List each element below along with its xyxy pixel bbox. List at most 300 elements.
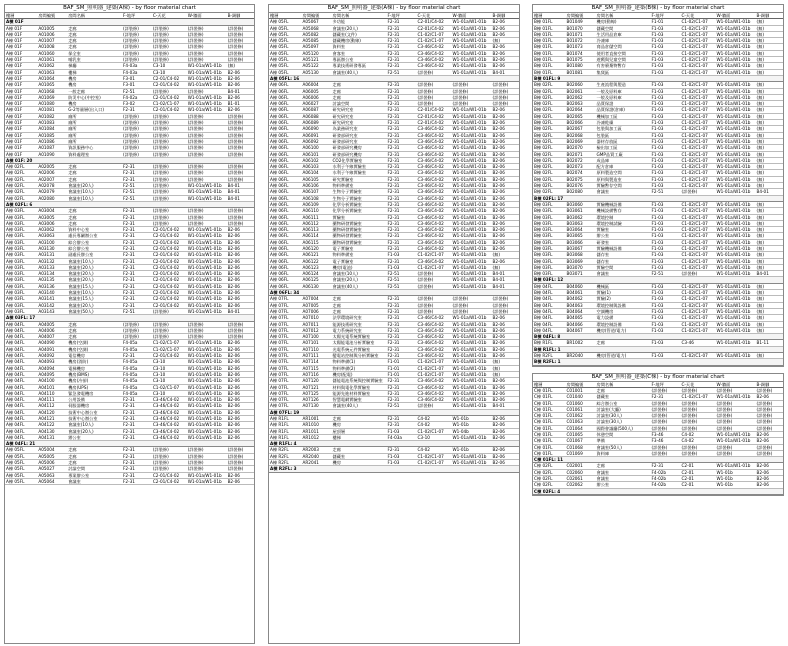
table-cell: C1-02/C1-07 <box>681 38 716 44</box>
table-cell: W1-01a/W1-01b <box>187 302 227 308</box>
table-cell: W1-01a/W1-01b <box>452 120 492 126</box>
table-cell: (無) <box>756 31 784 37</box>
table-cell: A棟 07FL <box>269 296 302 302</box>
table-cell: W1-01a/W1-01b <box>716 239 756 245</box>
table-cell: B棟 03FL <box>533 252 566 258</box>
table-cell: C3-10 <box>152 365 187 371</box>
table-cell: C4-02 <box>417 447 452 453</box>
table-cell: F2-31 <box>387 227 417 233</box>
table-cell: W1-01a/W1-01b <box>187 346 227 352</box>
table-cell: (詳裝修) <box>651 406 681 412</box>
table-cell: 樓梯 <box>332 434 387 440</box>
table-cell: B2-06 <box>756 432 784 438</box>
table-cell: F2-31 <box>387 25 417 31</box>
table-cell: 走廊 <box>67 220 122 226</box>
table-cell: C3-46/C4-02 <box>417 346 452 352</box>
table-row <box>269 113 519 119</box>
table-cell: 會議室(10人) <box>67 422 122 428</box>
table-cell: C1-02/C1-07 <box>681 101 716 107</box>
table-cell: (詳裝修) <box>492 82 520 88</box>
table-cell: W1-01a/W1-01b <box>187 384 227 390</box>
table-cell: F3-01 <box>122 82 152 88</box>
table-cell: W1-01a/W1-01b <box>187 239 227 245</box>
table-row <box>5 75 254 81</box>
table-cell: (詳裝修) <box>716 425 756 431</box>
table-cell: F4-05a <box>122 384 152 390</box>
table-cell: 實驗空間 <box>596 264 651 270</box>
table-cell: W1-01a/W1-01b <box>716 170 756 176</box>
column-header: F-地坪 <box>651 13 681 19</box>
group-summary-row <box>533 488 783 494</box>
table-cell: C1-02/C1-07 <box>681 252 716 258</box>
table-cell: F2-31 <box>122 214 152 220</box>
table-cell: (詳裝修) <box>152 214 187 220</box>
table-cell: C2-01/C4-02 <box>152 227 187 233</box>
table-cell: (詳裝修) <box>152 460 187 466</box>
material-table <box>533 382 783 495</box>
table-cell: W1-01a/W1-01b <box>716 315 756 321</box>
table-row <box>533 170 783 176</box>
table-cell: W1-01a/W1-01b <box>452 170 492 176</box>
table-cell: C1-02/C1-07 <box>681 94 716 100</box>
table-cell: 走廊 <box>332 302 387 308</box>
table-cell: C1-02/C1-07 <box>681 220 716 226</box>
table-row <box>5 189 254 195</box>
table-cell: A棟 07FL <box>269 353 302 359</box>
table-cell: (詳裝修) <box>756 425 784 431</box>
table-cell: (詳裝修) <box>152 113 187 119</box>
table-row <box>533 19 783 25</box>
table-row <box>5 264 254 270</box>
table-cell: W1-01b <box>452 447 492 453</box>
table-cell: C3-46/C4-02 <box>417 157 452 163</box>
table-cell: A棟 07FL <box>269 397 302 403</box>
table-row <box>5 195 254 201</box>
table-cell: F2-31 <box>651 463 681 469</box>
table-cell: A06103 <box>302 164 332 170</box>
table-cell: C3-10 <box>152 359 187 365</box>
table-cell: A01068 <box>37 88 67 94</box>
table-row <box>269 176 519 182</box>
table-row <box>269 353 519 359</box>
table-cell: F1-03 <box>387 252 417 258</box>
table-cell: A07010 <box>302 315 332 321</box>
table-cell: C1-02/C1-07 <box>681 283 716 289</box>
table-cell: A06092 <box>302 138 332 144</box>
table-cell: 機房(管道/電力) <box>596 353 651 359</box>
table-cell: B02075 <box>566 176 596 182</box>
table-cell: F2-31 <box>387 201 417 207</box>
table-cell: A棟 01F <box>5 88 37 94</box>
table-cell: C3-46/C4-02 <box>417 195 452 201</box>
table-cell: (詳裝修) <box>152 31 187 37</box>
table-cell: A06089 <box>302 120 332 126</box>
table-cell: A棟 R1FL <box>269 434 302 440</box>
table-cell: F2-31 <box>387 258 417 264</box>
table-cell: B棟 02FL <box>533 126 566 132</box>
table-row <box>269 63 519 69</box>
table-cell: (詳裝修) <box>152 327 187 333</box>
table-cell: W1-01a/W1-01b <box>452 57 492 63</box>
table-cell: W1-01a/W1-01b <box>716 308 756 314</box>
table-row <box>269 378 519 384</box>
table-cell: 會議室(20人) <box>67 271 122 277</box>
table-cell: W1-01a/W1-01b <box>716 432 756 438</box>
table-cell: B03060 <box>566 201 596 207</box>
table-cell: F1-03 <box>651 31 681 37</box>
table-cell: (詳裝修) <box>417 271 452 277</box>
table-cell: F2-51 <box>122 189 152 195</box>
table-cell: C4-02 <box>417 416 452 422</box>
table-cell: W1-01a/W1-01b <box>187 416 227 422</box>
table-cell: F1-03 <box>387 460 417 466</box>
table-cell: F2-31 <box>122 258 152 264</box>
table-cell: A05082 <box>302 31 332 37</box>
table-cell: B棟 02FL <box>533 164 566 170</box>
table-cell: (詳裝修) <box>452 94 492 100</box>
table-cell: C2-01 <box>681 482 716 488</box>
table-cell: W1-01a/W1-01b <box>716 233 756 239</box>
table-row <box>533 189 783 195</box>
table-cell: F4-03a <box>122 69 152 75</box>
table-cell: 一般走廊 <box>67 88 122 94</box>
table-cell: A06108 <box>302 195 332 201</box>
table-cell: AR2040 <box>302 453 332 459</box>
table-cell: C2-01/C4-02 <box>152 296 187 302</box>
table-cell: F2-31 <box>122 403 152 409</box>
table-cell: (詳裝修) <box>227 321 254 327</box>
table-cell: 走廊 <box>67 447 122 453</box>
table-cell: B01049 <box>566 19 596 25</box>
table-cell: 走廊 <box>67 208 122 214</box>
table-row <box>533 31 783 37</box>
table-cell: B2-06 <box>492 334 520 340</box>
table-row <box>533 25 783 31</box>
table-cell: C3-46/C4-02 <box>417 397 452 403</box>
table-cell: W1-01a/W1-01b <box>187 353 227 359</box>
table-cell: F2-31 <box>387 447 417 453</box>
table-cell: A04121 <box>37 416 67 422</box>
table-cell: 會議室(20人) <box>67 302 122 308</box>
table-cell: W1-01b <box>716 476 756 482</box>
table-row <box>269 38 519 44</box>
table-cell: A棟 06FL <box>269 252 302 258</box>
table-cell: A04101 <box>37 384 67 390</box>
table-cell: C1-02/C1-07 <box>681 327 716 333</box>
table-cell: C1-02/C1-07 <box>681 258 716 264</box>
table-cell: B1-01 <box>227 101 254 107</box>
table-cell: B02066 <box>566 120 596 126</box>
table-cell: (詳裝修) <box>227 220 254 226</box>
table-cell: (無) <box>756 63 784 69</box>
table-cell: C02061 <box>566 476 596 482</box>
table-cell: B2-06 <box>492 57 520 63</box>
table-cell: 環境控制與設備 <box>596 302 651 308</box>
table-cell: (詳裝修) <box>152 195 187 201</box>
table-cell: F4-03a <box>122 63 152 69</box>
table-cell: A02006 <box>37 170 67 176</box>
table-row <box>533 201 783 207</box>
table-cell: A棟 01F <box>5 57 37 63</box>
table-cell: F2-31 <box>122 478 152 484</box>
table-cell: (詳裝修) <box>152 176 187 182</box>
table-cell: (詳裝修) <box>122 120 152 126</box>
table-cell: A01069 <box>37 94 67 100</box>
table-cell: A棟 06FL <box>269 264 302 270</box>
group-label: A棟 04FL: 21 <box>5 441 254 447</box>
table-cell: W1-01a/W1-01b <box>452 227 492 233</box>
table-cell: F1-03 <box>651 101 681 107</box>
table-cell: B2-06 <box>492 245 520 251</box>
table-cell: (無) <box>756 214 784 220</box>
table-cell: A棟 06FL <box>269 195 302 201</box>
table-cell: (詳裝修) <box>227 50 254 56</box>
table-cell: 變電站控制與分析實驗室 <box>332 353 387 359</box>
table-cell: 研究實驗室 <box>332 176 387 182</box>
table-cell: F3-46 <box>651 438 681 444</box>
table-cell: B棟 01FL <box>533 19 566 25</box>
table-cell: A棟 05FL <box>269 38 302 44</box>
table-cell: A棟 06FL <box>269 176 302 182</box>
table-cell: C1-02/C1-07 <box>681 183 716 189</box>
table-cell: B04064 <box>566 308 596 314</box>
table-cell: C2-01/C4-02 <box>152 94 187 100</box>
table-cell: B02070 <box>566 145 596 151</box>
table-cell: B4-01 <box>227 88 254 94</box>
table-cell: (詳裝修) <box>452 296 492 302</box>
table-cell: (詳裝修) <box>417 302 452 308</box>
table-cell: (詳裝修) <box>122 321 152 327</box>
table-cell: F2-31 <box>122 302 152 308</box>
table-cell: F4-02b <box>651 476 681 482</box>
table-cell: 包裝區 <box>596 132 651 138</box>
table-title: BAF_SM_照明器_建築(C棟) - by floor material chart <box>533 374 783 382</box>
table-cell: A06113 <box>302 227 332 233</box>
table-cell: C1-02/C1-07 <box>681 63 716 69</box>
table-cell: B02060 <box>566 82 596 88</box>
table-cell: B2-06 <box>227 296 254 302</box>
table-cell: W1-01a/W1-01b <box>187 233 227 239</box>
table-cell: C1-02/C1-07 <box>681 113 716 119</box>
table-cell: C1-02/C1-07 <box>681 227 716 233</box>
group-summary-row <box>533 359 783 365</box>
table-cell: W1-01b <box>452 422 492 428</box>
table-cell: 實驗暫存空間 <box>596 183 651 189</box>
table-cell: W1-01a/W1-01b <box>716 340 756 346</box>
table-cell: A07006 <box>302 308 332 314</box>
table-cell: 走廊 <box>67 38 122 44</box>
table-row <box>269 120 519 126</box>
table-cell: B04060 <box>566 283 596 289</box>
table-cell: B02061 <box>566 88 596 94</box>
table-cell: C1-02/C1-07 <box>681 308 716 314</box>
table-row <box>5 245 254 251</box>
table-cell: A棟 06FL <box>269 239 302 245</box>
table-cell: F2-31 <box>387 151 417 157</box>
table-cell: W1-01a/W1-01b <box>716 38 756 44</box>
table-cell: F1-03 <box>651 151 681 157</box>
table-cell: 一般及原料庫 <box>596 94 651 100</box>
table-cell: W1-01a/W1-01b <box>452 19 492 25</box>
table-cell: F2-51 <box>387 277 417 283</box>
table-cell: B棟 02FL <box>533 113 566 119</box>
table-row <box>269 126 519 132</box>
table-cell: W1-01a/W1-01b <box>187 296 227 302</box>
table-cell: B2-06 <box>492 201 520 207</box>
table-row <box>269 453 519 459</box>
table-cell: C3-46/C4-02 <box>417 44 452 50</box>
table-cell: W1-01a/W1-01b <box>187 252 227 258</box>
table-cell: (詳裝修) <box>417 403 452 409</box>
table-cell: (詳裝修) <box>187 220 227 226</box>
table-row <box>269 346 519 352</box>
table-cell: 機房(消防) <box>67 359 122 365</box>
table-cell: 走廊 <box>67 214 122 220</box>
table-cell: 會議室(20人) <box>332 277 387 283</box>
table-cell: 儲藏空間 <box>596 25 651 31</box>
table-cell: F2-31 <box>122 245 152 251</box>
table-cell: B04066 <box>566 321 596 327</box>
column-a-1 <box>4 4 255 644</box>
table-cell: 冷凍庫 <box>596 38 651 44</box>
table-cell: B2-06 <box>492 397 520 403</box>
table-cell: A07110 <box>302 346 332 352</box>
table-cell: F2-31 <box>387 164 417 170</box>
table-cell: B4-01 <box>227 189 254 195</box>
table-cell: 機械加工區 <box>596 113 651 119</box>
table-cell: B棟 04FL <box>533 327 566 333</box>
table-cell: C3-46/C4-02 <box>417 327 452 333</box>
table-cell: A01060 <box>37 50 67 56</box>
table-row <box>269 434 519 440</box>
table-cell: 原料與製造室 <box>596 176 651 182</box>
table-cell: A06115 <box>302 239 332 245</box>
table-cell: 會議室(15人) <box>67 296 122 302</box>
table-cell: 商品倉儲空間 <box>596 44 651 50</box>
table-cell: F2-31 <box>651 394 681 400</box>
table-cell: (無) <box>756 57 784 63</box>
table-cell: C3-46/C4-02 <box>417 151 452 157</box>
table-cell: B01081 <box>566 69 596 75</box>
table-row <box>5 353 254 359</box>
table-cell: (無) <box>756 25 784 31</box>
table-cell: F2-31 <box>387 183 417 189</box>
table-cell: 辦公室 <box>596 233 651 239</box>
table-cell: 廁所 <box>67 120 122 126</box>
table-cell: AR1001 <box>302 416 332 422</box>
table-cell: A棟 04FL <box>5 365 37 371</box>
table-cell: A03141 <box>37 296 67 302</box>
table-cell: W1-01a/W1-01b <box>452 264 492 270</box>
table-cell: (詳裝修) <box>227 145 254 151</box>
table-cell: A04112 <box>37 403 67 409</box>
table-cell: A05027 <box>37 466 67 472</box>
table-row <box>5 346 254 352</box>
table-cell: W1-01a/W1-01b <box>452 201 492 207</box>
table-cell: B2-06 <box>227 290 254 296</box>
table-cell: C棟 01FL <box>533 425 566 431</box>
table-cell: (無) <box>756 233 784 239</box>
table-cell: B2-06 <box>227 264 254 270</box>
table-cell: A05122 <box>302 63 332 69</box>
table-cell: B棟 03FL <box>533 264 566 270</box>
table-cell: C3-10 <box>152 378 187 384</box>
table-cell: 電信機房 <box>67 353 122 359</box>
table-cell: A06104 <box>302 170 332 176</box>
table-row <box>533 321 783 327</box>
table-row <box>5 371 254 377</box>
table-cell: W1-01b <box>716 469 756 475</box>
table-row <box>5 428 254 434</box>
column-header: F-地坪 <box>122 13 152 19</box>
table-cell: B2-06 <box>492 239 520 245</box>
table-cell: B02073 <box>566 164 596 170</box>
table-cell: A04122 <box>37 422 67 428</box>
table-cell: F2-51 <box>387 283 417 289</box>
table-cell: B棟 02FL <box>533 170 566 176</box>
table-cell: W1-01a/W1-01b <box>716 220 756 226</box>
table-cell: C棟 01FL <box>533 400 566 406</box>
table-cell: (詳裝修) <box>187 151 227 157</box>
table-cell: F2-31 <box>122 233 152 239</box>
table-cell: 物料準備(1) <box>332 359 387 365</box>
table-cell: A棟 04FL <box>5 334 37 340</box>
table-cell: F2-31 <box>387 107 417 113</box>
table-cell: 緊急發電機房 <box>67 390 122 396</box>
table-cell: A棟 07FL <box>269 327 302 333</box>
table-cell: A07125 <box>302 390 332 396</box>
table-cell: A06091 <box>302 132 332 138</box>
table-cell: A棟 05FL <box>269 57 302 63</box>
table-c <box>532 373 784 496</box>
table-cell: F1-03 <box>651 321 681 327</box>
table-cell: A棟 06FL <box>269 107 302 113</box>
table-row <box>533 258 783 264</box>
table-cell: F2-31 <box>122 107 152 113</box>
table-cell: A07116 <box>302 371 332 377</box>
table-cell: 走廊 <box>67 460 122 466</box>
table-cell: C02001 <box>566 463 596 469</box>
table-cell: F2-31 <box>122 170 152 176</box>
table-cell: B2-06 <box>492 170 520 176</box>
table-row <box>533 394 783 400</box>
table-cell: W1-01a/W1-01b <box>452 346 492 352</box>
table-cell: B棟 03FL <box>533 208 566 214</box>
column-header: C-天花 <box>417 13 452 19</box>
table-cell: W1-01a/W1-01b <box>716 88 756 94</box>
table-cell: C01061 <box>566 406 596 412</box>
table-cell: A07005 <box>302 302 332 308</box>
table-cell: B2-06 <box>492 258 520 264</box>
table-cell: F2-31 <box>387 390 417 396</box>
table-cell: C3-46/C4-02 <box>417 145 452 151</box>
table-cell: A01080 <box>37 101 67 107</box>
table-cell: A棟 03FL <box>5 302 37 308</box>
table-cell: A棟 01F <box>5 69 37 75</box>
table-cell: A06100 <box>302 145 332 151</box>
table-cell: W1-01a/W1-01b <box>716 44 756 50</box>
table-cell: (詳裝修) <box>187 145 227 151</box>
table-cell: C3-46/C4-02 <box>417 353 452 359</box>
table-cell: (無) <box>756 50 784 56</box>
table-cell: (詳裝修) <box>681 189 716 195</box>
table-cell: W1-01a/W1-01b <box>187 378 227 384</box>
table-cell: 化學分析實驗室 <box>332 208 387 214</box>
table-cell: 生物分子實驗室 <box>332 195 387 201</box>
table-cell: B2-06 <box>227 472 254 478</box>
table-cell: 儲存室 <box>596 258 651 264</box>
table-row <box>269 50 519 56</box>
